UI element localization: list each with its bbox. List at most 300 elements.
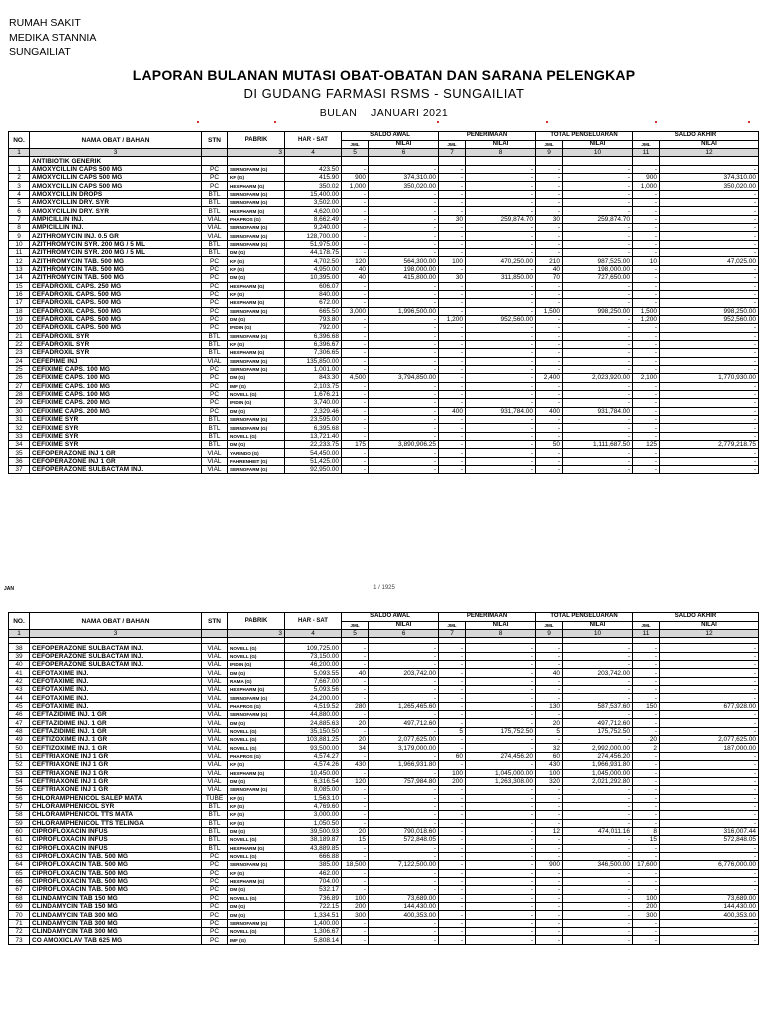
table-row (9, 652, 759, 660)
table-cell: - (660, 249, 759, 257)
table-cell: 70 (536, 274, 563, 282)
table-cell: - (466, 290, 536, 298)
table-cell: - (369, 819, 439, 827)
table-cell: PC (202, 390, 228, 398)
table-cell: 12 (9, 257, 30, 265)
table-cell: - (633, 919, 660, 927)
header-saldo-awal: SALDO AWAL (342, 613, 439, 622)
table-cell: AMPICILLIN INJ. (30, 224, 202, 232)
table-cell: - (536, 332, 563, 340)
table-cell: - (342, 449, 369, 457)
table-cell: - (466, 207, 536, 215)
table-cell: NOVELL (G) (228, 652, 285, 660)
table-cell: HEXPHARM (G) (228, 182, 285, 190)
table-cell: 44,178.75 (285, 249, 342, 257)
index-cell: 1 (9, 149, 30, 157)
section-label: ANTIBIOTIK GENERIK (30, 157, 202, 165)
table-cell: 274,456.20 (563, 752, 633, 760)
table-cell: 34 (342, 744, 369, 752)
table-cell: - (439, 224, 466, 232)
table-cell: - (439, 719, 466, 727)
table-cell: 793.80 (285, 315, 342, 323)
table-row (9, 265, 759, 273)
table-cell: - (536, 315, 563, 323)
table-cell: - (439, 390, 466, 398)
header-nama: NAMA OBAT / BAHAN (30, 613, 202, 630)
table-cell: CLINDAMYCIN TAB 300 MG (30, 911, 202, 919)
table-cell: - (633, 449, 660, 457)
table-cell: VIAL (202, 727, 228, 735)
table-cell: 50 (536, 441, 563, 449)
table-cell: PC (202, 274, 228, 282)
table-cell: 60 (9, 827, 30, 835)
table-cell: - (439, 165, 466, 173)
table-cell: - (439, 836, 466, 844)
table-cell: - (439, 466, 466, 474)
table-cell: - (439, 677, 466, 685)
table-cell: - (342, 282, 369, 290)
table-cell: 40 (536, 669, 563, 677)
table-cell: - (536, 199, 563, 207)
table-cell: HEXPHARM (G) (228, 349, 285, 357)
table-row (9, 711, 759, 719)
table-cell: - (466, 199, 536, 207)
table-cell: - (633, 652, 660, 660)
print-mark (274, 121, 276, 123)
table-cell: 666.88 (285, 852, 342, 860)
table-cell: - (536, 819, 563, 827)
table-cell: - (466, 861, 536, 869)
table-cell: - (369, 869, 439, 877)
table-row (9, 215, 759, 223)
table-cell: - (466, 827, 536, 835)
table-cell: - (439, 307, 466, 315)
table-cell: - (660, 694, 759, 702)
table-cell: - (466, 811, 536, 819)
table-cell: - (342, 852, 369, 860)
table-cell: 400 (439, 407, 466, 415)
table-cell: 2,100 (633, 374, 660, 382)
table-cell: - (342, 919, 369, 927)
table-cell: - (342, 694, 369, 702)
table-cell: - (536, 786, 563, 794)
table-cell: - (439, 457, 466, 465)
table-cell: DM (G) (228, 669, 285, 677)
table-cell: - (466, 694, 536, 702)
table-cell: BTL (202, 199, 228, 207)
table-cell: - (466, 424, 536, 432)
table-cell: VIAL (202, 736, 228, 744)
table-cell: - (660, 466, 759, 474)
table-cell: - (660, 224, 759, 232)
table-cell: 2,992,000.00 (563, 744, 633, 752)
table-cell: - (466, 661, 536, 669)
table-cell: AZITHROMYCIN SYR. 200 MG / 5 ML (30, 249, 202, 257)
table-cell: - (536, 224, 563, 232)
table-cell: 64 (9, 861, 30, 869)
table-cell: - (466, 240, 536, 248)
table-cell: - (660, 332, 759, 340)
table-cell: - (660, 727, 759, 735)
table-cell: - (660, 644, 759, 652)
table-cell: 998,250.00 (660, 307, 759, 315)
table-cell: 415,800.00 (369, 274, 439, 282)
table-row (9, 694, 759, 702)
table-cell: HEXPHARM (G) (228, 769, 285, 777)
table-cell: - (369, 365, 439, 373)
table-cell: - (660, 324, 759, 332)
section-cell (369, 157, 439, 165)
table-cell: 20 (342, 719, 369, 727)
table-cell: 203,742.00 (563, 669, 633, 677)
table-cell: 20 (633, 736, 660, 744)
table-cell: RAMA (G) (228, 677, 285, 685)
table-cell: CEFOTAXIME INJ. (30, 694, 202, 702)
table-row (9, 232, 759, 240)
table-cell: 31 (9, 416, 30, 424)
table-cell: - (439, 265, 466, 273)
header-nilai: NILAI (660, 140, 759, 149)
table-cell: 400,353.00 (369, 911, 439, 919)
table-cell: SERNOFARM (G) (228, 424, 285, 432)
table-cell: 39,500.93 (285, 827, 342, 835)
table-cell: KF (G) (228, 811, 285, 819)
table-cell: CIPROFLOXACIN TAB. 500 MG (30, 886, 202, 894)
table-cell: 28 (9, 390, 30, 398)
table-cell: 27 (9, 382, 30, 390)
table-cell: 900 (342, 174, 369, 182)
table-cell: - (563, 903, 633, 911)
index-cell: 10 (563, 149, 633, 157)
table-cell: 3 (9, 182, 30, 190)
hospital-line-3: SUNGAILIAT (9, 46, 71, 58)
table-cell: 6,776,000.00 (660, 861, 759, 869)
table-row (9, 936, 759, 944)
table-cell: - (466, 677, 536, 685)
table-cell: - (369, 190, 439, 198)
table-cell: CO AMOXICLAV TAB 625 MG (30, 936, 202, 944)
table-row (9, 727, 759, 735)
table-cell: 203,742.00 (369, 669, 439, 677)
table-cell: AZITHROMYCIN SYR. 200 MG / 5 ML (30, 240, 202, 248)
table-cell: 4,500 (342, 374, 369, 382)
table-cell: - (536, 324, 563, 332)
table-cell: - (439, 240, 466, 248)
table-cell: KF (G) (228, 290, 285, 298)
table-row (9, 432, 759, 440)
table-cell: 1,966,931.80 (563, 761, 633, 769)
table-cell: - (633, 644, 660, 652)
table-cell: 47,025.00 (660, 257, 759, 265)
table-cell: VIAL (202, 786, 228, 794)
table-cell: 10,450.00 (285, 769, 342, 777)
table-row (9, 686, 759, 694)
header-jml: JML (342, 140, 369, 149)
table-cell: - (563, 357, 633, 365)
table-row (9, 861, 759, 869)
table-cell: 44,880.00 (285, 711, 342, 719)
table-cell: PC (202, 299, 228, 307)
table-cell: 70 (9, 911, 30, 919)
table-cell: - (369, 224, 439, 232)
table-cell: 3,794,850.00 (369, 374, 439, 382)
table-cell: - (536, 886, 563, 894)
table-cell: - (563, 165, 633, 173)
table-cell: - (342, 299, 369, 307)
table-cell: 43 (9, 686, 30, 694)
table-cell: - (563, 390, 633, 398)
table-cell: - (342, 382, 369, 390)
table-cell: 20 (536, 719, 563, 727)
table-cell: 50 (9, 744, 30, 752)
table-cell: - (466, 894, 536, 902)
table-cell: 198,000.00 (563, 265, 633, 273)
table-cell: 57 (9, 802, 30, 810)
table-cell: 22,233.75 (285, 441, 342, 449)
table-cell: 55 (9, 786, 30, 794)
report-period (0, 107, 768, 119)
table-cell: - (633, 215, 660, 223)
header-jml: JML (536, 621, 563, 630)
table-cell: PC (202, 282, 228, 290)
table-cell: 350,020.00 (369, 182, 439, 190)
footer-left: JAN (4, 586, 15, 592)
table-cell: - (466, 190, 536, 198)
table-cell: - (342, 457, 369, 465)
table-cell: - (563, 174, 633, 182)
table-cell: - (466, 174, 536, 182)
table-cell: KF (G) (228, 869, 285, 877)
table-cell: 606.07 (285, 282, 342, 290)
section-cell (660, 157, 759, 165)
table-cell: 5,093.56 (285, 686, 342, 694)
table-cell: CEFIXIME CAPS. 100 MG (30, 374, 202, 382)
table-cell: - (536, 686, 563, 694)
table-cell: SERNOFARM (G) (228, 240, 285, 248)
table-cell: CEFADROXIL SYR (30, 332, 202, 340)
table-cell: IMF (G) (228, 382, 285, 390)
table-cell: 1,500 (633, 307, 660, 315)
table-cell: - (563, 190, 633, 198)
table-cell: 42 (9, 677, 30, 685)
table-cell: CEFIXIME CAPS. 100 MG (30, 390, 202, 398)
table-cell: - (439, 744, 466, 752)
table-cell: - (633, 399, 660, 407)
table-cell: - (633, 282, 660, 290)
table-cell: - (660, 457, 759, 465)
table-cell: - (633, 232, 660, 240)
table-row (9, 390, 759, 398)
table-cell: 36 (9, 457, 30, 465)
table-cell: 400 (536, 407, 563, 415)
table-row (9, 207, 759, 215)
table-cell: - (466, 466, 536, 474)
table-cell: 63 (9, 852, 30, 860)
table-cell: - (536, 349, 563, 357)
table-cell: - (633, 290, 660, 298)
table-cell: - (563, 182, 633, 190)
table-cell: - (563, 844, 633, 852)
table-cell: NOVELL (G) (228, 928, 285, 936)
table-cell: 564,300.00 (369, 257, 439, 265)
table-cell: - (660, 661, 759, 669)
table-cell: CHLORAMPHENICOL SALEP MATA (30, 794, 202, 802)
table-cell: 20 (342, 736, 369, 744)
table-cell: PC (202, 852, 228, 860)
table-cell: 1,000 (342, 182, 369, 190)
table-cell: 32 (9, 424, 30, 432)
table-cell: 572,848.05 (660, 836, 759, 844)
table-cell: 346,500.00 (563, 861, 633, 869)
table-cell: - (563, 811, 633, 819)
table-cell: - (369, 390, 439, 398)
table-cell: - (633, 877, 660, 885)
table-cell: - (439, 299, 466, 307)
table-cell: - (660, 357, 759, 365)
table-cell: - (660, 416, 759, 424)
table-cell: CEFTRIAXONE INJ 1 GR (30, 777, 202, 785)
header-pabrik: PABRIK (228, 613, 285, 630)
table-cell: BTL (202, 432, 228, 440)
table-cell: - (369, 727, 439, 735)
table-cell: - (563, 232, 633, 240)
table-cell: - (342, 390, 369, 398)
table-cell: - (536, 802, 563, 810)
table-cell: - (439, 928, 466, 936)
table-row (9, 466, 759, 474)
table-cell: CEFOTAXIME INJ. (30, 686, 202, 694)
table-cell: - (466, 869, 536, 877)
index-cell: 1 (9, 630, 30, 638)
table-cell: 34 (9, 441, 30, 449)
table-cell: CEFTIZOXIME INJ. 1 GR (30, 736, 202, 744)
table-cell: - (369, 811, 439, 819)
table-cell: AZITHROMYCIN TAB. 500 MG (30, 274, 202, 282)
table-cell: 280 (342, 702, 369, 710)
index-cell: 11 (633, 630, 660, 638)
table-cell: - (342, 677, 369, 685)
table-cell: 2,400 (536, 374, 563, 382)
table-cell: - (633, 299, 660, 307)
table-cell: 60 (439, 752, 466, 760)
table-cell: 175,752.50 (563, 727, 633, 735)
table-cell: CEFOPERAZONE INJ 1 GR (30, 449, 202, 457)
table-cell: - (633, 694, 660, 702)
index-cell: 12 (660, 630, 759, 638)
table-cell: VIAL (202, 702, 228, 710)
table-cell: AMOXYCILLIN DRY. SYR (30, 207, 202, 215)
table-cell: - (369, 652, 439, 660)
table-cell: 350.02 (285, 182, 342, 190)
table-cell: 4,574.27 (285, 752, 342, 760)
table-cell: - (369, 769, 439, 777)
table-row (9, 877, 759, 885)
table-cell: 46 (9, 711, 30, 719)
header-jml: JML (342, 621, 369, 630)
table-cell: - (369, 936, 439, 944)
table-cell: NOVELL (G) (228, 432, 285, 440)
table-cell: 1,050.50 (285, 819, 342, 827)
table-cell: 462.00 (285, 869, 342, 877)
table-cell: 30 (439, 274, 466, 282)
table-cell: 259,874.70 (563, 215, 633, 223)
table-row (9, 190, 759, 198)
print-mark (748, 121, 750, 123)
table-cell: - (466, 299, 536, 307)
header-no: NO. (9, 613, 30, 630)
table-cell: - (466, 836, 536, 844)
table-cell: - (660, 769, 759, 777)
index-cell: 12 (660, 149, 759, 157)
table-cell: CEFIXIME CAPS. 200 MG (30, 399, 202, 407)
table-cell: - (563, 852, 633, 860)
table-cell: - (563, 449, 633, 457)
table-cell: - (466, 852, 536, 860)
table-cell: - (536, 174, 563, 182)
table-cell: 71 (9, 919, 30, 927)
table-cell: - (342, 207, 369, 215)
report-title: LAPORAN BULANAN MUTASI OBAT-OBATAN DAN SARANA PELENGKAP (132, 67, 636, 83)
table-cell: - (660, 677, 759, 685)
table-cell: 26 (9, 374, 30, 382)
index-cell: 5 (342, 630, 369, 638)
table-cell: - (439, 232, 466, 240)
table-cell: - (563, 416, 633, 424)
table-cell: - (439, 802, 466, 810)
table-row (9, 811, 759, 819)
table-cell: - (660, 928, 759, 936)
table-cell: VIAL (202, 744, 228, 752)
table-cell: PC (202, 936, 228, 944)
table-cell: 68 (9, 894, 30, 902)
table-cell: 19 (9, 315, 30, 323)
table-cell: SERNOFARM (G) (228, 332, 285, 340)
table-cell: BTL (202, 827, 228, 835)
table-cell: 15 (342, 836, 369, 844)
table-cell: 210 (536, 257, 563, 265)
table-cell: - (342, 794, 369, 802)
table-cell: VIAL (202, 652, 228, 660)
table-cell: - (633, 416, 660, 424)
table-cell: - (342, 249, 369, 257)
table-cell: SERNOFARM (G) (228, 919, 285, 927)
table-cell: 38 (9, 644, 30, 652)
table-cell: - (369, 794, 439, 802)
table-cell: - (439, 711, 466, 719)
table-cell: VIAL (202, 457, 228, 465)
table-cell: - (536, 836, 563, 844)
table-cell: - (563, 340, 633, 348)
table-cell: - (439, 424, 466, 432)
table-cell: - (342, 786, 369, 794)
table-row (9, 794, 759, 802)
table-cell: - (633, 349, 660, 357)
table-row (9, 449, 759, 457)
table-cell: - (342, 727, 369, 735)
table-cell: CEFADROXIL CAPS. 500 MG (30, 324, 202, 332)
table-cell: CEFIXIME CAPS. 200 MG (30, 407, 202, 415)
table-cell: 15 (9, 282, 30, 290)
table-cell: - (536, 677, 563, 685)
table-cell: - (660, 669, 759, 677)
table-cell: 52 (9, 761, 30, 769)
table-cell: - (563, 886, 633, 894)
table-cell: 30 (439, 215, 466, 223)
table-cell: HEXPHARM (G) (228, 299, 285, 307)
header-nilai: NILAI (369, 140, 439, 149)
table-cell: VIAL (202, 215, 228, 223)
table-cell: - (633, 819, 660, 827)
